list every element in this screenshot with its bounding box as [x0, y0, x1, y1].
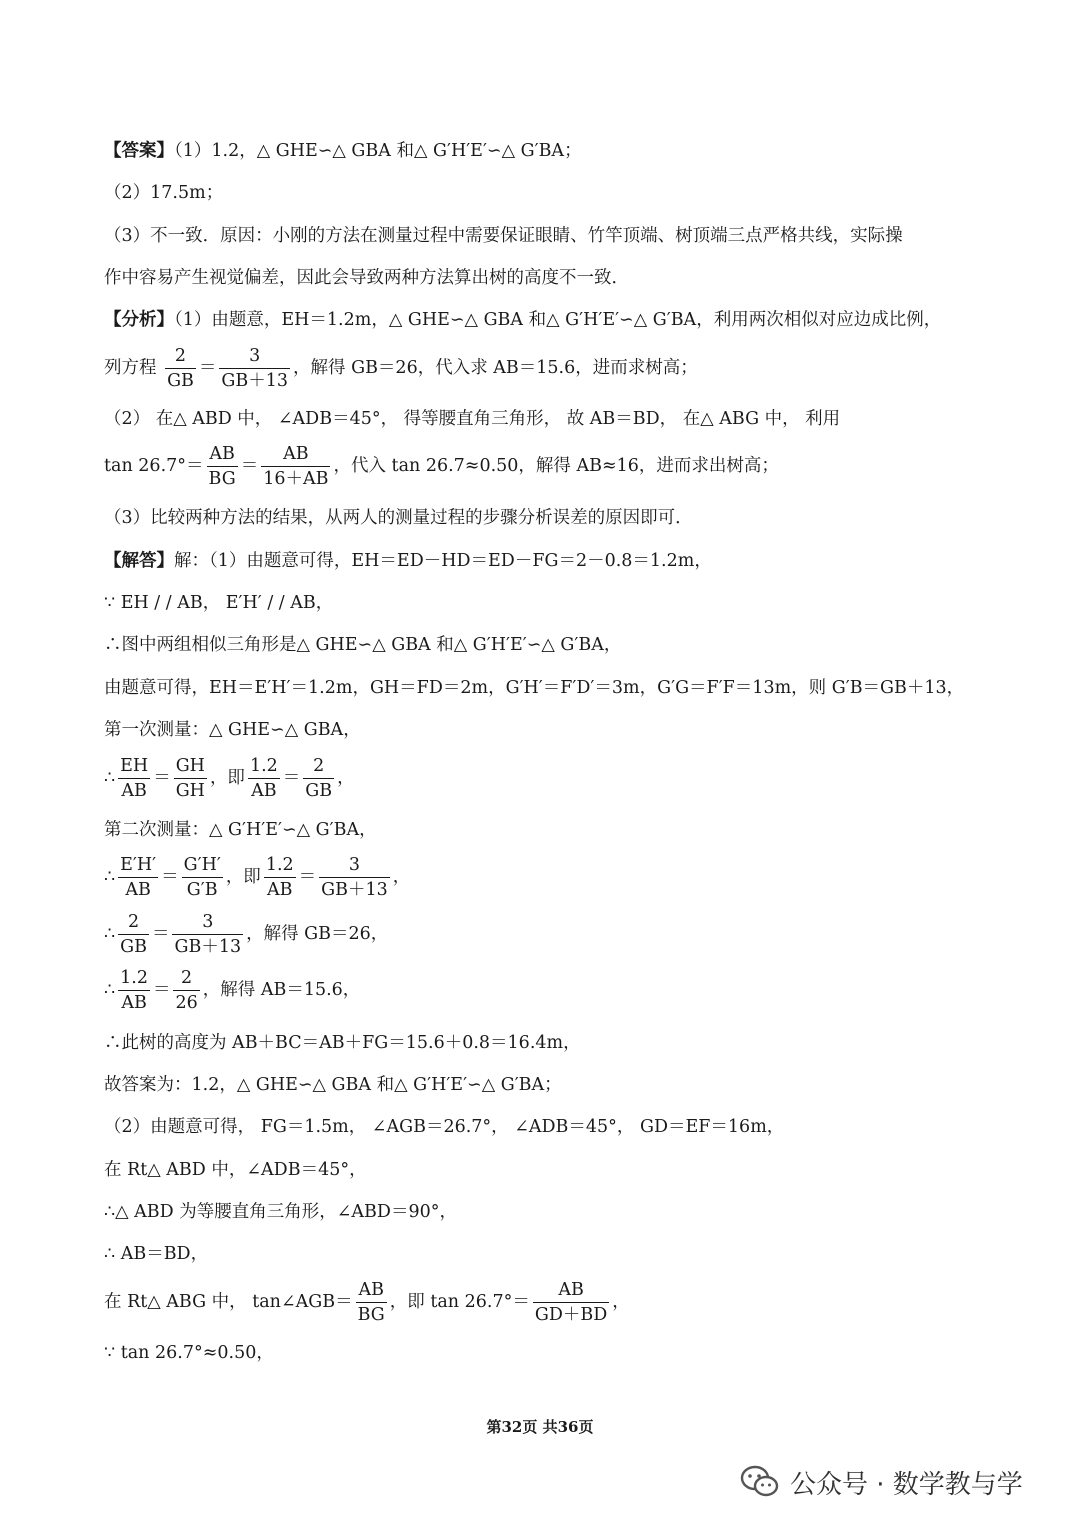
fraction-numerator: GH: [174, 754, 207, 779]
fraction-numerator: 2: [303, 754, 334, 779]
analysis-line-1: [104, 307, 941, 333]
analysis-line-3: （2） 在△ ABD 中， ∠ADB＝45°， 得等腰直角三角形， 故 AB＝BD， 在△ ABG 中， 利用: [104, 409, 841, 429]
page-number: 第32页 共36页: [486, 1418, 594, 1436]
watermark-text: 公众号 · 数学教与学: [790, 1469, 1023, 1500]
fraction-numerator: 2: [118, 910, 149, 935]
fraction: [219, 344, 290, 393]
solution-line-12: 故答案为：1.2，△ GHE∽△ GBA 和△ G′H′E′∽△ G′BA；: [104, 1075, 562, 1095]
solution-text: ，: [337, 768, 355, 788]
fraction: [172, 910, 243, 959]
analysis-line-2: 列方程 $\frac{2}{GB}$ ＝ $\frac{3}{GB+13}$ ，解得 GB＝26，代入求 AB＝15.6，进而求树高；: [104, 346, 698, 391]
solution-line-15: ∴△ ABD 为等腰直角三角形，∠ABD＝90°，: [104, 1202, 457, 1222]
solution-line-14: 在 Rt△ ABD 中，∠ADB＝45°，: [104, 1160, 367, 1180]
solution-line-10: ∴ $\frac{1.2}{AB}$ ＝ $\frac{2}{26}$ ，解得 AB＝15.6，: [104, 968, 361, 1013]
solution-line-13: （2）由题意可得， FG＝1.5m， ∠AGB＝26.7°， ∠ADB＝45°， GD＝EF＝16m，: [104, 1117, 785, 1137]
fraction-numerator: 2: [165, 344, 196, 369]
fraction-numerator: 1.2: [264, 853, 296, 878]
fraction: [319, 853, 390, 902]
solution-line-18: ∵ tan 26.7°≈0.50，: [104, 1343, 274, 1363]
answer-part-1: （1）1.2，△ GHE∽△ GBA 和△ G′H′E′∽△ G′BA；: [174, 141, 582, 161]
solution-text: ，即: [209, 768, 245, 788]
fraction-denominator: GH: [175, 781, 205, 801]
therefore-symbol: ∴: [104, 768, 116, 788]
fraction: [303, 754, 334, 803]
analysis-text: 列方程: [104, 358, 157, 378]
fraction-denominator: GB＋13: [321, 880, 388, 900]
fraction-numerator: E′H′: [118, 853, 158, 878]
analysis-text: ，解得 GB＝26，代入求 AB＝15.6，进而求树高；: [293, 358, 698, 378]
fraction-numerator: 3: [172, 910, 243, 935]
solution-line-16: ∴ AB＝BD，: [104, 1244, 209, 1264]
analysis-line-4: tan 26.7°＝ $\frac{AB}{BG}$ ＝ $\frac{AB}{16+AB}$ ，代入 tan 26.7≈0.50，解得 AB≈16，进而求出树高；: [104, 444, 779, 489]
fraction: [261, 442, 330, 491]
fraction-denominator: 16＋AB: [263, 469, 329, 489]
solution-line-9: ∴ $\frac{2}{GB}$ ＝ $\frac{3}{GB+13}$ ，解得 GB＝26，: [104, 912, 389, 957]
solution-text: ，解得 GB＝26，: [246, 924, 389, 944]
fraction-denominator: 26: [175, 993, 198, 1013]
fraction: [174, 754, 207, 803]
fraction-denominator: BG: [357, 1305, 385, 1325]
fraction-denominator: BG: [208, 469, 236, 489]
solution-line-17: [104, 1278, 630, 1327]
wechat-icon: [740, 1464, 780, 1500]
solution-line-7: 第二次测量：△ G′H′E′∽△ G′BA，: [104, 820, 377, 840]
fraction-denominator: AB: [266, 880, 293, 900]
fraction-numerator: 3: [319, 853, 390, 878]
fraction-numerator: 3: [219, 344, 290, 369]
solution-line-5: 第一次测量：△ GHE∽△ GBA，: [104, 720, 361, 740]
analysis-text: ，代入 tan 26.7≈0.50，解得 AB≈16，进而求出树高；: [333, 456, 779, 476]
fraction: [165, 344, 196, 393]
fraction-denominator: GB＋13: [221, 371, 289, 391]
solution-line-2: ∵ EH / / AB， E′H′ / / AB，: [104, 593, 334, 613]
fraction-numerator: 1.2: [248, 754, 280, 779]
solution-line-3: ∴图中两组相似三角形是△ GHE∽△ GBA 和△ G′H′E′∽△ G′BA，: [104, 635, 622, 655]
solution-text: 在 Rt△ ABG 中， tan∠AGB＝: [104, 1292, 353, 1312]
fraction-numerator: G′H′: [182, 853, 223, 878]
analysis-text-1: （1）由题意，EH＝1.2m，△ GHE∽△ GBA 和△ G′H′E′∽△ G′BA，利用两次相似对应边成比例，: [174, 310, 942, 330]
solution-line-11: ∴此树的高度为 AB＋BC＝AB＋FG＝15.6＋0.8＝16.4m，: [104, 1033, 581, 1053]
solution-tag: 【解答】: [104, 551, 174, 571]
solution-line-1: [104, 548, 712, 574]
fraction-denominator: G′B: [186, 880, 218, 900]
fraction-numerator: 1.2: [118, 966, 150, 991]
solution-text: ，即 tan 26.7°＝: [389, 1292, 530, 1312]
solution-text: 解：（1）由题意可得，EH＝ED－HD＝ED－FG＝2－0.8＝1.2m，: [174, 551, 712, 571]
fraction: [118, 910, 149, 959]
fraction-numerator: 2: [173, 966, 199, 991]
answer-line-1: [104, 138, 582, 164]
fraction-denominator: GB: [305, 781, 333, 801]
answer-part-3a: （3）不一致．原因：小刚的方法在测量过程中需要保证眼睛、竹竿顶端、树顶端三点严格共线，实际操: [104, 226, 903, 246]
analysis-line-5: （3）比较两种方法的结果，从两人的测量过程的步骤分析误差的原因即可．: [104, 508, 693, 528]
solution-line-4: 由题意可得，EH＝E′H′＝1.2m，GH＝FD＝2m，G′H′＝F′D′＝3m，G′G＝F′F＝13m，则 G′B＝GB＋13，: [104, 678, 965, 698]
answer-part-3b: 作中容易产生视觉偏差，因此会导致两种方法算出树的高度不一致．: [104, 268, 629, 288]
fraction-denominator: AB: [121, 781, 147, 801]
fraction-denominator: GB: [120, 937, 147, 957]
fraction-denominator: GD＋BD: [534, 1305, 608, 1325]
fraction-denominator: AB: [125, 880, 151, 900]
solution-text: ，即: [225, 867, 261, 887]
answer-tag: 【答案】: [104, 141, 174, 161]
fraction-denominator: AB: [121, 993, 147, 1013]
fraction-numerator: AB: [207, 442, 238, 467]
analysis-tag: 【分析】: [104, 310, 174, 330]
fraction-numerator: AB: [356, 1278, 387, 1303]
fraction: [356, 1278, 387, 1327]
fraction-denominator: AB: [251, 781, 277, 801]
analysis-text: tan 26.7°＝: [104, 456, 204, 476]
solution-line-6: ∴ $\frac{EH}{AB}$ ＝ $\frac{GH}{GH}$ ，即 $\frac{1.2}{AB}$ ＝ $\frac{2}{GB}$ ，: [104, 756, 355, 801]
fraction: [248, 754, 280, 803]
watermark: [740, 1460, 1023, 1504]
solution-line-8: ∴ $\frac{E'H'}{AB}$ ＝ $\frac{G'H'}{G'B}$ ，即 $\frac{1.2}{AB}$ ＝ $\frac{3}{GB+13}$ ，: [104, 855, 411, 900]
solution-text: ，: [612, 1292, 630, 1312]
fraction: [118, 966, 150, 1015]
fraction: [207, 442, 238, 491]
fraction-numerator: AB: [261, 442, 330, 467]
fraction-denominator: GB＋13: [174, 937, 242, 957]
therefore-symbol: ∴: [104, 924, 116, 944]
fraction-numerator: AB: [533, 1278, 609, 1303]
fraction-denominator: GB: [167, 371, 194, 391]
therefore-symbol: ∴: [104, 867, 116, 887]
fraction-numerator: EH: [118, 754, 150, 779]
solution-text: ，: [392, 867, 411, 887]
fraction: [118, 853, 158, 902]
fraction: [182, 853, 223, 902]
answer-part-2: （2）17.5m；: [104, 183, 224, 203]
fraction: [118, 754, 150, 803]
fraction: [533, 1278, 609, 1327]
solution-text: ，解得 AB＝15.6，: [202, 980, 361, 1000]
fraction: [264, 853, 296, 902]
therefore-symbol: ∴: [104, 980, 116, 1000]
fraction: [173, 966, 199, 1015]
